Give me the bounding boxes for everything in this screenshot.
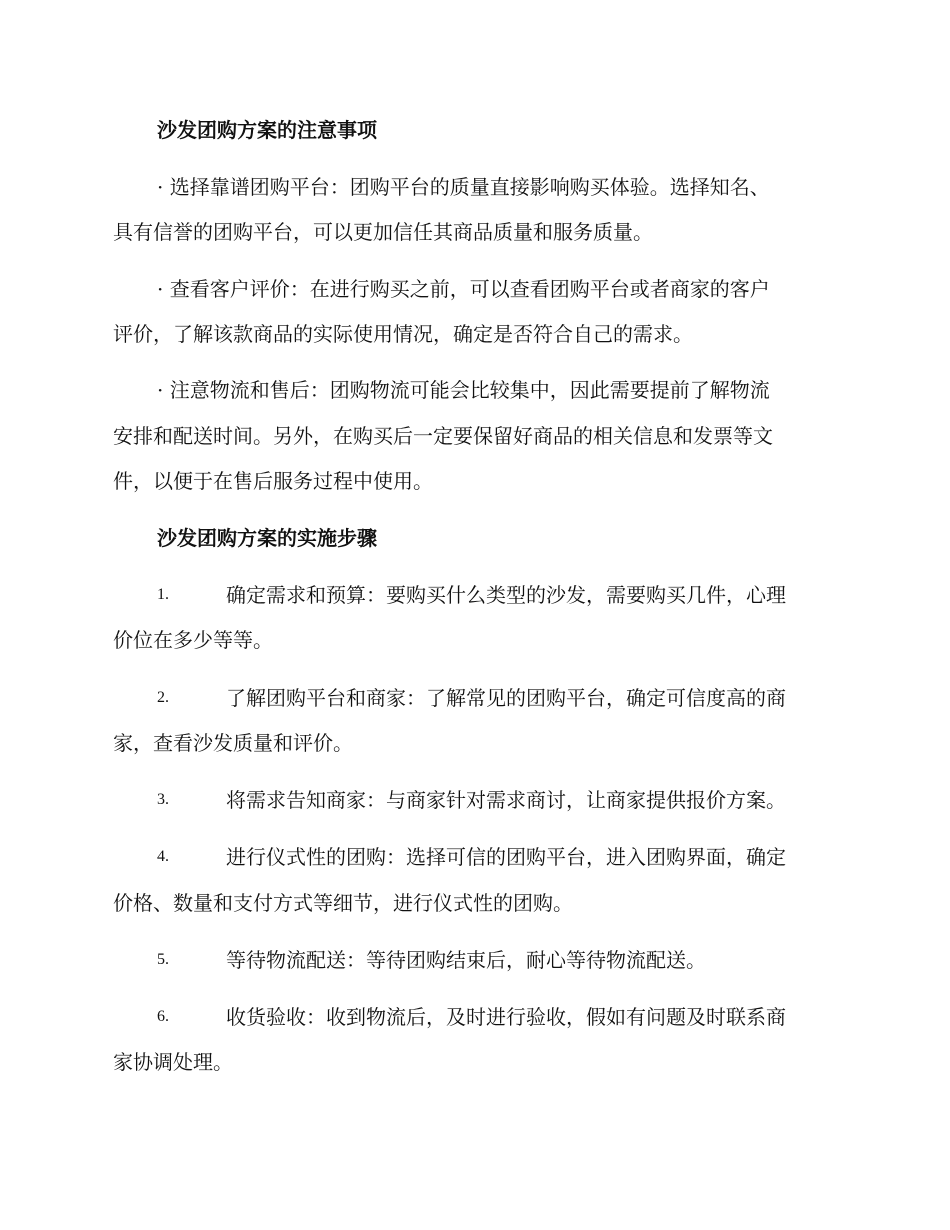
step-number: 3. (157, 791, 169, 808)
step-text: 价位在多少等等。 (113, 628, 273, 652)
bullet-text: · 注意物流和售后：团购物流可能会比较集中，因此需要提前了解物流 (157, 378, 770, 402)
step-text: 收货验收：收到物流后，及时进行验收，假如有问题及时联系商 (226, 1005, 786, 1029)
step-number: 6. (157, 1008, 169, 1025)
bullet-text: · 查看客户评价：在进行购买之前，可以查看团购平台或者商家的客户 (157, 277, 770, 301)
step-number: 1. (157, 586, 169, 603)
bullet-text: 具有信誉的团购平台，可以更加信任其商品质量和服务质量。 (113, 220, 653, 244)
step-number: 4. (157, 848, 169, 865)
section-heading-notes: 沙发团购方案的注意事项 (157, 118, 377, 142)
step-text: 价格、数量和支付方式等细节，进行仪式性的团购。 (113, 891, 573, 915)
step-text: 家协调处理。 (113, 1050, 233, 1074)
step-number: 5. (157, 951, 169, 968)
bullet-text: 安排和配送时间。另外，在购买后一定要保留好商品的相关信息和发票等文 (113, 424, 773, 448)
step-text: 等待物流配送：等待团购结束后，耐心等待物流配送。 (226, 948, 706, 972)
section-heading-steps: 沙发团购方案的实施步骤 (157, 526, 377, 550)
bullet-text: · 选择靠谱团购平台：团购平台的质量直接影响购买体验。选择知名、 (157, 175, 770, 199)
step-text: 进行仪式性的团购：选择可信的团购平台，进入团购界面，确定 (226, 845, 786, 869)
step-number: 2. (157, 689, 169, 706)
step-text: 将需求告知商家：与商家针对需求商讨，让商家提供报价方案。 (226, 788, 786, 812)
step-text: 确定需求和预算：要购买什么类型的沙发，需要购买几件，心理 (226, 583, 786, 607)
step-text: 了解团购平台和商家：了解常见的团购平台，确定可信度高的商 (226, 686, 786, 710)
step-text: 家，查看沙发质量和评价。 (113, 731, 353, 755)
bullet-text: 评价，了解该款商品的实际使用情况，确定是否符合自己的需求。 (113, 322, 693, 346)
bullet-text: 件，以便于在售后服务过程中使用。 (113, 469, 433, 493)
